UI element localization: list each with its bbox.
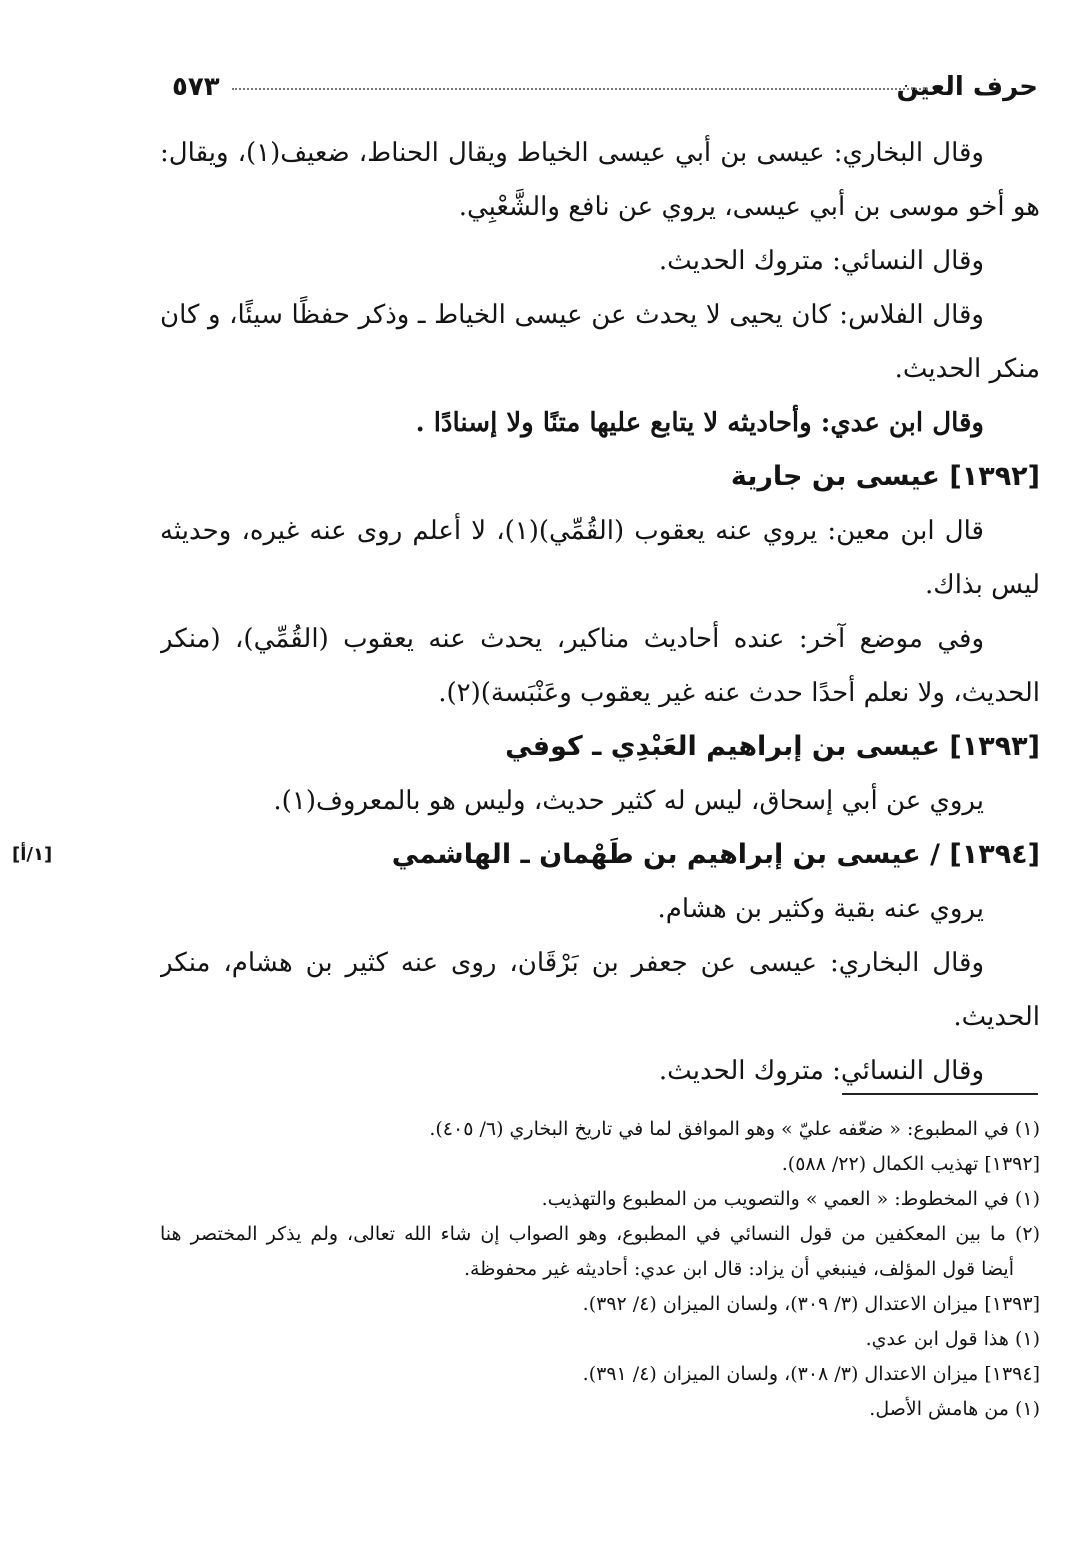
text-line: وقال النسائي: متروك الحديث. — [658, 1056, 984, 1086]
margin-folio-note: [١/أ] — [12, 844, 53, 865]
footnote: [١٣٩٤] ميزان الاعتدال (٣/ ٣٠٨)، ولسان الميزان (٤/ ٣٩١). — [582, 1363, 1040, 1385]
entry-heading-text: [١٣٩٤] / عيسى بن إبراهيم بن طَهْمان ـ الهاشمي — [391, 839, 1040, 870]
text-line: وفي موضع آخر: عنده أحاديث مناكير، يحدث عنه يعقوب (القُمِّي)، (منكر — [160, 624, 984, 654]
text-line: وقال الفلاس: كان يحيى لا يحدث عن عيسى الخياط ـ وذكر حفظًا سيئًا، و كان — [160, 300, 984, 330]
text-line: هو أخو موسى بن أبي عيسى، يروي عن نافع والشَّعْبِي. — [458, 192, 1040, 222]
text-line: الحديث، ولا نعلم أحدًا حدث عنه غير يعقوب وعَنْبَسة)(٢). — [438, 678, 1040, 708]
footnotes — [160, 1112, 1040, 1427]
footnote: (١) من هامش الأصل. — [869, 1398, 1040, 1420]
text-line: وقال البخاري: عيسى عن جعفر بن بَرْقَان، روى عنه كثير بن هشام، منكر — [160, 948, 984, 978]
header-dotted-rule — [232, 88, 928, 90]
entry-heading-1394 — [12, 828, 1040, 882]
text-line: يروي عن أبي إسحاق، ليس له كثير حديث، وليس هو بالمعروف(١). — [273, 786, 984, 816]
text-line: الحديث. — [953, 1002, 1040, 1032]
main-text — [12, 126, 1040, 1098]
footnote: (١) في المطبوع: « ضعّفه عليّ » وهو الموافق لما في تاريخ البخاري (٦/ ٤٠٥). — [429, 1118, 1040, 1140]
footnote: (٢) ما بين المعكفين من قول النسائي في المطبوع، وهو الصواب إن شاء الله تعالى، ولم يذكر المختصر هنا — [160, 1223, 1040, 1245]
footnote-continuation: أيضا قول المؤلف، فينبغي أن يزاد: قال ابن عدي: أحاديثه غير محفوظة. — [464, 1258, 1014, 1280]
text-line: منكر الحديث. — [894, 354, 1040, 384]
text-line: وقال ابن عدي: وأحاديثه لا يتابع عليها متنًا ولا إسنادًا . — [415, 408, 984, 438]
footnote: [١٣٩٢] تهذيب الكمال (٢٢/ ٥٨٨). — [781, 1153, 1040, 1175]
text-line: يروي عنه بقية وكثير بن هشام. — [657, 894, 984, 924]
entry-heading-1392: [١٣٩٢] عيسى بن جارية — [730, 461, 1040, 492]
page-header — [162, 70, 1038, 110]
text-line: وقال النسائي: متروك الحديث. — [658, 246, 984, 276]
text-line: قال ابن معين: يروي عنه يعقوب (القُمِّي)(١)، لا أعلم روى عنه غيره، وحديثه — [160, 516, 984, 546]
page-number: ٥٧٣ — [172, 72, 220, 102]
text-line: وقال البخاري: عيسى بن أبي عيسى الخياط ويقال الحناط، ضعيف(١)، ويقال: — [160, 138, 984, 168]
text-line: ليس بذاك. — [925, 570, 1040, 600]
footnote: [١٣٩٣] ميزان الاعتدال (٣/ ٣٠٩)، ولسان الميزان (٤/ ٣٩٢). — [582, 1293, 1040, 1315]
footnote: (١) في المخطوط: « العمي » والتصويب من المطبوع والتهذيب. — [541, 1188, 1040, 1210]
footnote-separator — [842, 1093, 1038, 1095]
footnote: (١) هذا قول ابن عدي. — [865, 1328, 1040, 1350]
running-title: حرف العين — [896, 72, 1038, 102]
entry-heading-1393: [١٣٩٣] عيسى بن إبراهيم العَبْدِي ـ كوفي — [505, 731, 1040, 762]
